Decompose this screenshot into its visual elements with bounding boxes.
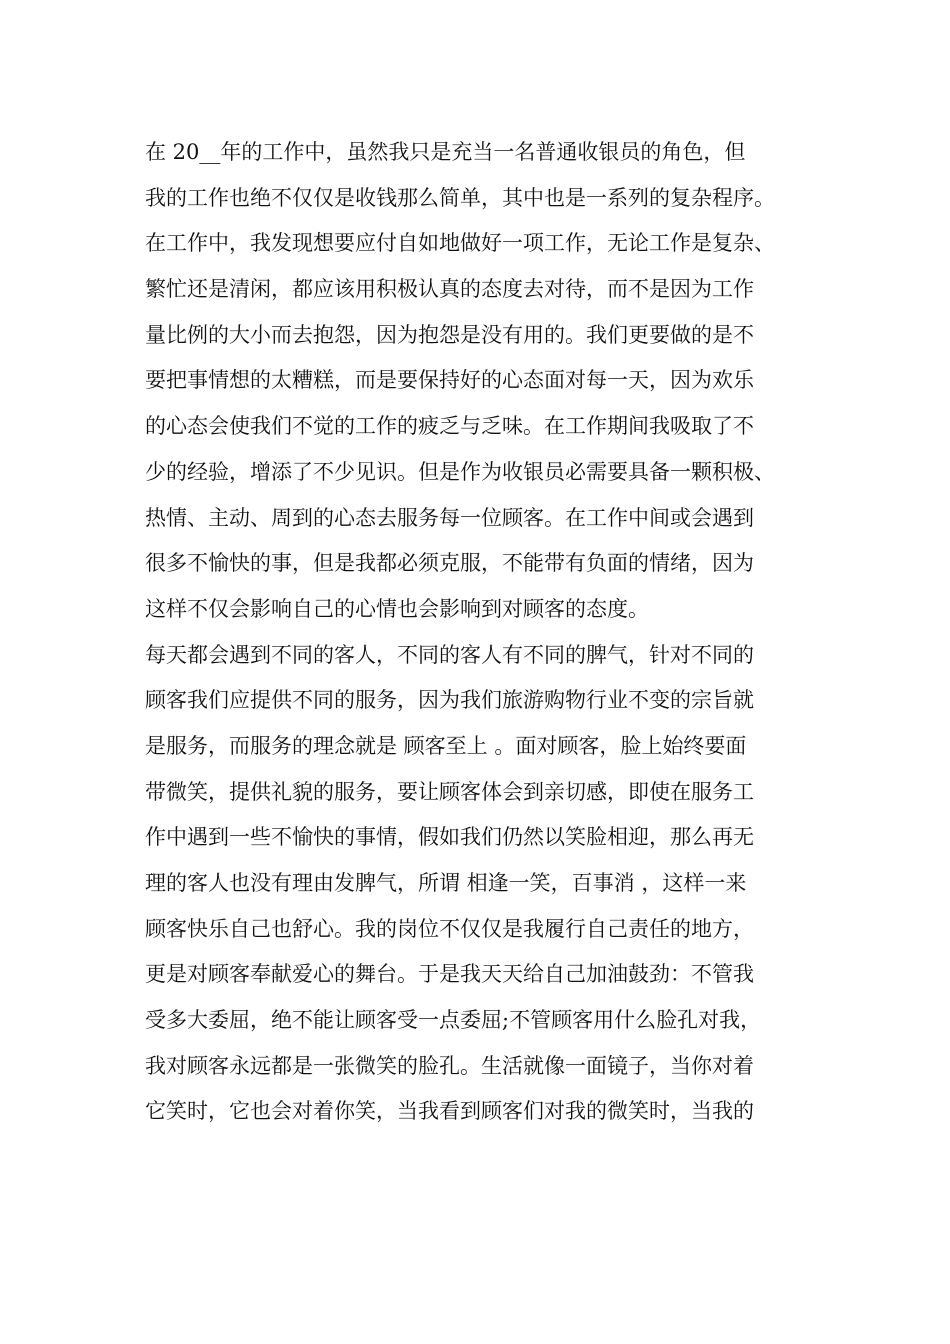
text-line: 在 20__年的工作中，虽然我只是充当一名普通收银员的角色，但 — [145, 140, 746, 164]
text-line: 带微笑，提供礼貌的服务，要让顾客体会到亲切感，即使在服务工 — [145, 779, 754, 804]
text-line: 热情、主动、周到的心态去服务每一位顾客。在工作中间或会遇到 — [145, 505, 754, 530]
text-line: 在工作中，我发现想要应付自如地做好一项工作，无论工作是复杂、 — [145, 231, 775, 256]
text-line: 很多不愉快的事，但是我都必须克服，不能带有负面的情绪，因为 — [145, 551, 754, 576]
text-line: 量比例的大小而去抱怨，因为抱怨是没有用的。我们更要做的是不 — [145, 322, 754, 347]
text-line: 更是对顾客奉献爱心的舞台。于是我天天给自己加油鼓劲：不管我 — [145, 962, 754, 987]
text-line: 作中遇到一些不愉快的事情，假如我们仍然以笑脸相迎，那么再无 — [145, 825, 754, 850]
text-line: 少的经验，增添了不少见识。但是作为收银员必需要具备一颗积极、 — [145, 459, 775, 484]
text-line: 受多大委屈，绝不能让顾客受一点委屈;不管顾客用什么脸孔对我， — [145, 1008, 762, 1033]
text-line: 它笑时，它也会对着你笑，当我看到顾客们对我的微笑时，当我的 — [145, 1099, 754, 1124]
body-text — [145, 130, 825, 1135]
text-line: 要把事情想的太糟糕，而是要保持好的心态面对每一天，因为欢乐 — [145, 368, 754, 393]
text-line: 理的客人也没有理由发脾气，所谓 相逢一笑，百事消 ，这样一来 — [145, 871, 747, 895]
text-line: 我的工作也绝不仅仅是收钱那么简单，其中也是一系列的复杂程序。 — [145, 185, 775, 210]
text-line: 顾客快乐自己也舒心。我的岗位不仅仅是我履行自己责任的地方， — [145, 916, 754, 941]
text-line: 是服务，而服务的理念就是 顾客至上 。面对顾客，脸上始终要面 — [145, 733, 747, 758]
text-line: 这样不仅会影响自己的心情也会影响到对顾客的态度。 — [145, 596, 649, 621]
text-line: 的心态会使我们不觉的工作的疲乏与乏味。在工作期间我吸取了不 — [145, 414, 754, 439]
text-line: 每天都会遇到不同的客人，不同的客人有不同的脾气，针对不同的 — [145, 642, 754, 667]
text-line: 顾客我们应提供不同的服务，因为我们旅游购物行业不变的宗旨就 — [145, 688, 754, 713]
text-line: 我对顾客永远都是一张微笑的脸孔。生活就像一面镜子，当你对着 — [145, 1053, 754, 1078]
text-line: 繁忙还是清闲，都应该用积极认真的态度去对待，而不是因为工作 — [145, 277, 754, 302]
